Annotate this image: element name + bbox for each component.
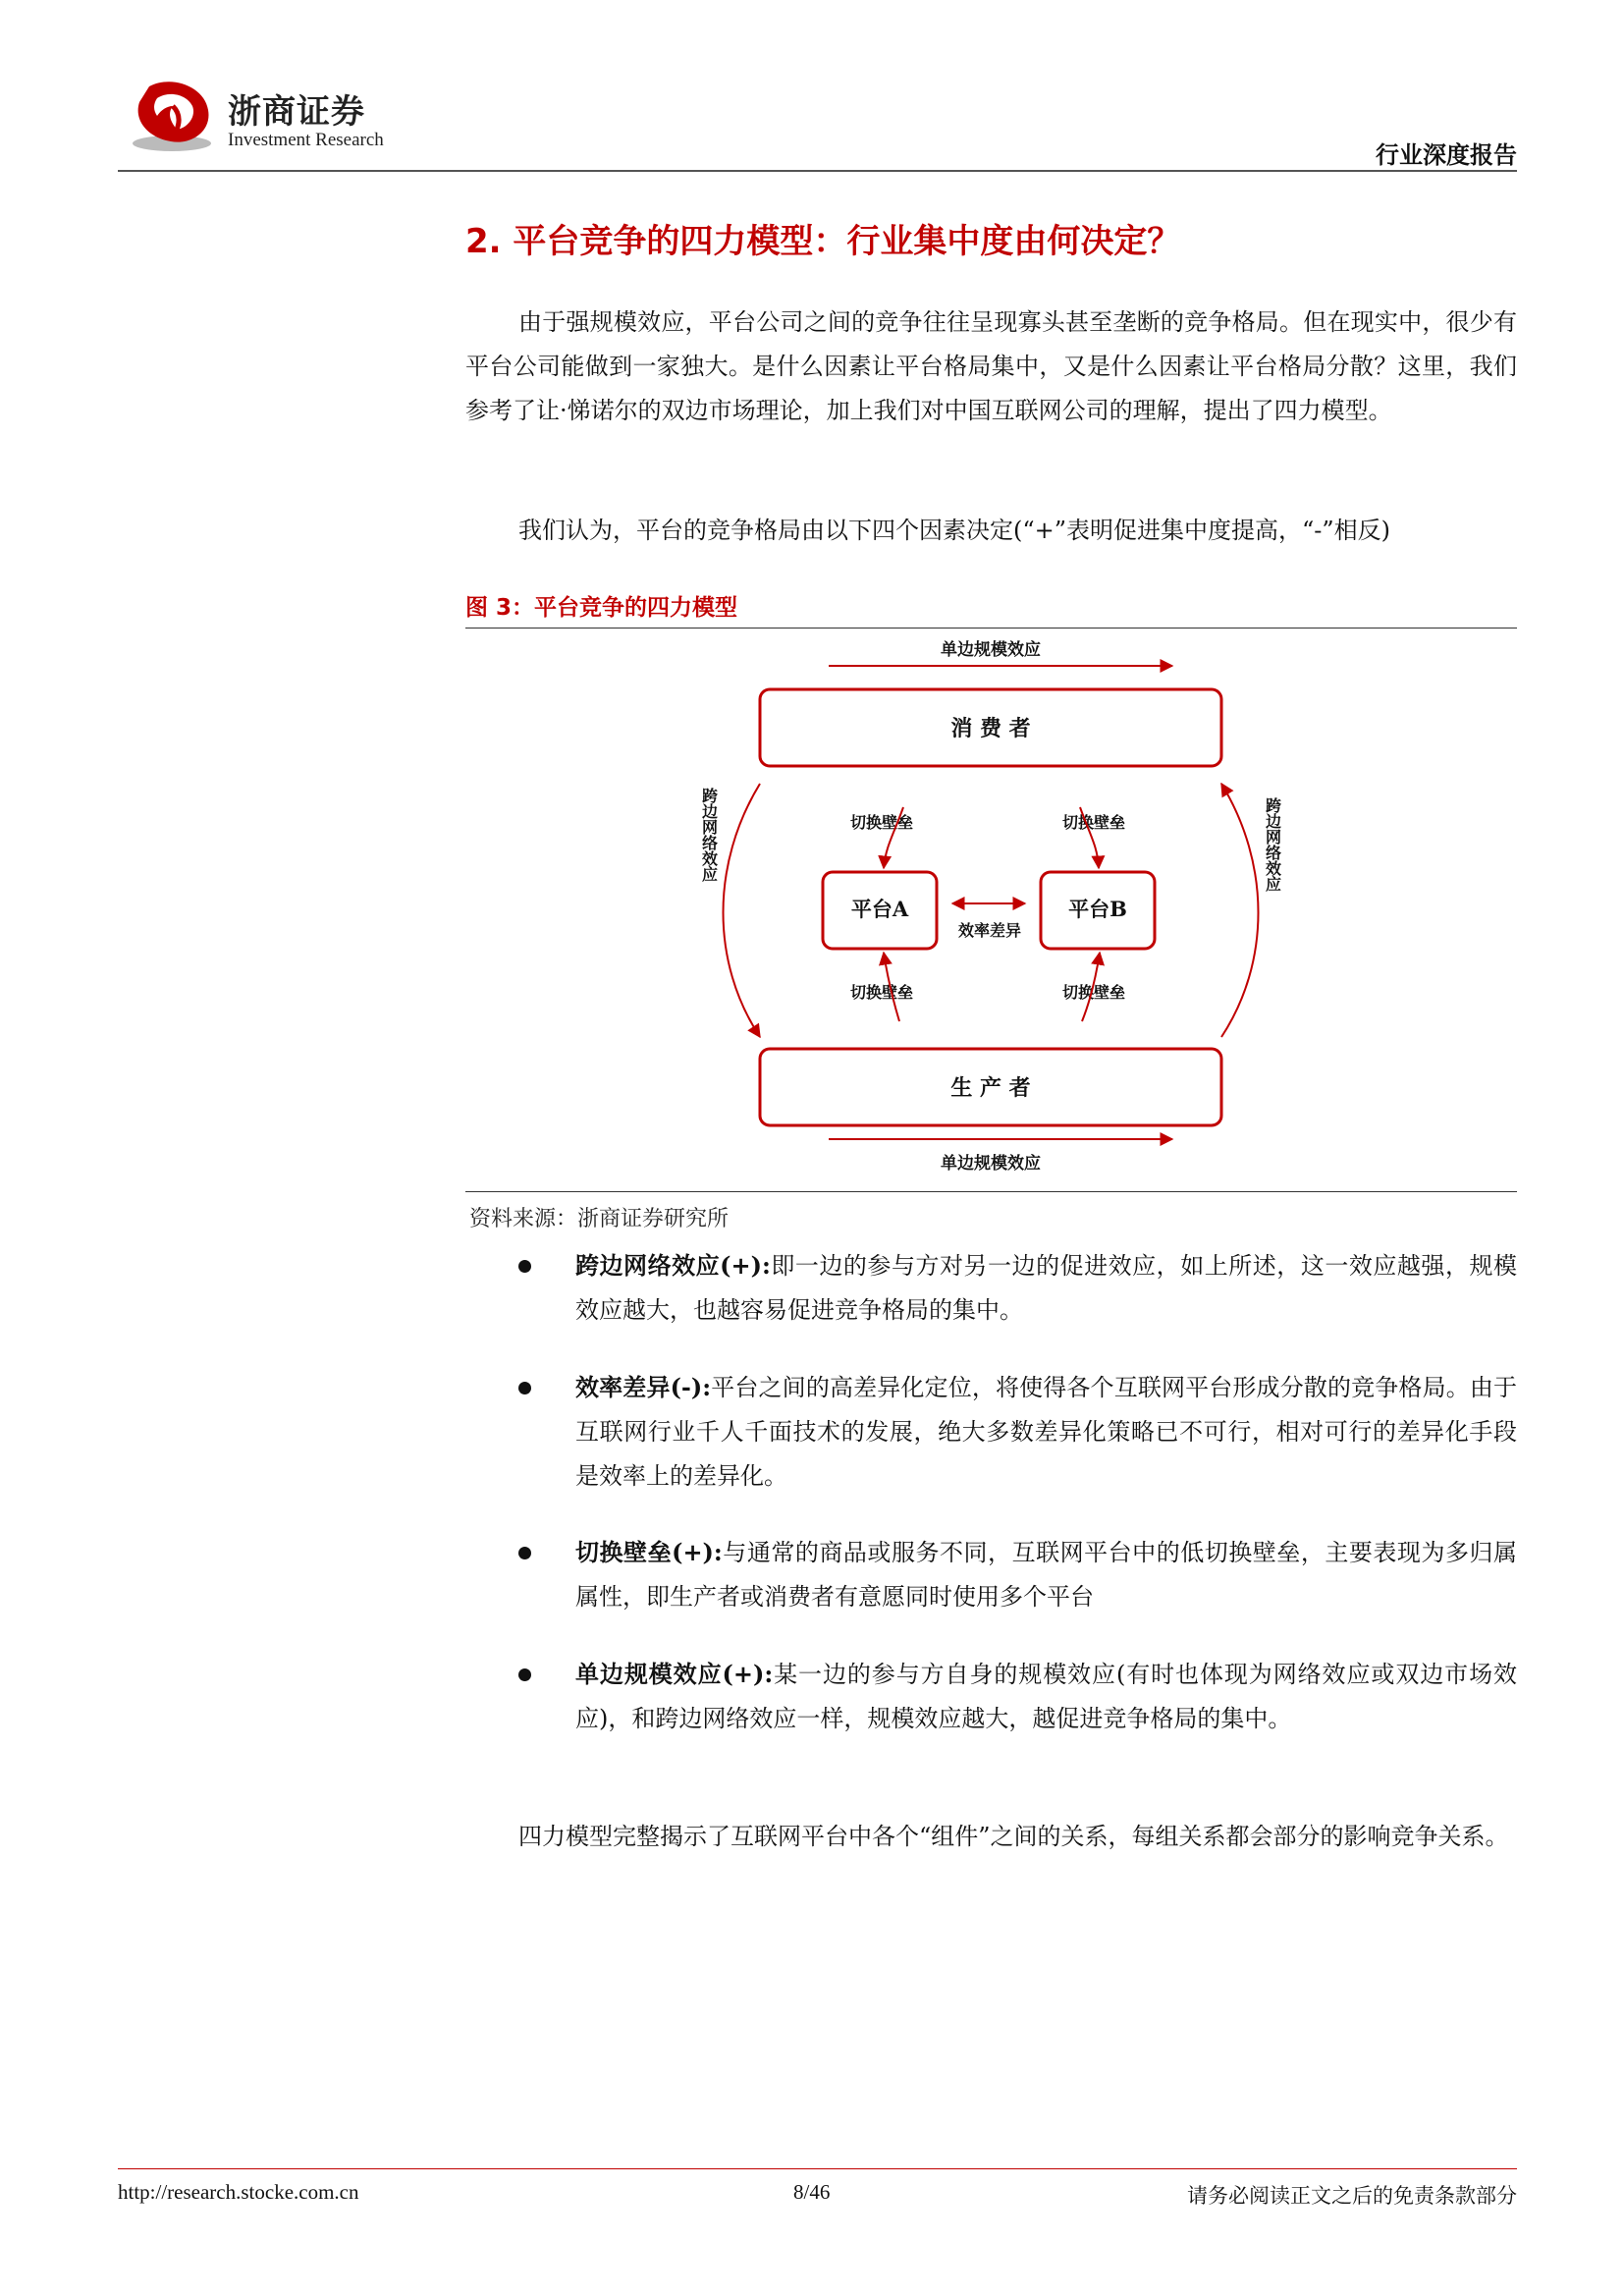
cross-network-right-label: 跨边网络效应 — [1263, 797, 1282, 892]
switch-barrier-tl-label: 切换壁垒 — [849, 813, 914, 832]
bullet-term: 效率差异(-): — [575, 1373, 712, 1401]
switch-barrier-tr-label: 切换壁垒 — [1061, 813, 1126, 832]
figure-bottom-rule — [465, 1191, 1517, 1192]
efficiency-label: 效率差异 — [957, 921, 1022, 940]
bullet-dot — [518, 1547, 531, 1559]
footer-divider — [118, 2168, 1517, 2169]
bullet-body: 与通常的商品或服务不同，互联网平台中的低切换壁垒，主要表现为多归属属性，即生产者或消费者有意愿同时使用多个平台 — [575, 1539, 1518, 1611]
footer-disclaimer: 请务必阅读正文之后的免责条款部分 — [1187, 2184, 1517, 2208]
header-divider — [118, 170, 1517, 172]
body-paragraph-2: 我们认为，平台的竞争格局由以下四个因素决定(“+”表明促进集中度提高，“-”相反) — [518, 517, 1391, 544]
cross-network-left-label: 跨边网络效应 — [699, 788, 719, 882]
bullet-term: 跨边网络效应(+): — [575, 1251, 771, 1280]
page-number: 8/46 — [793, 2180, 831, 2204]
bullet-text — [575, 1652, 1517, 1741]
body-paragraph-1: 由于强规模效应，平台公司之间的竞争往往呈现寡头甚至垄断的竞争格局。但在现实中，很少有平台公司能做到一家独大。是什么因素让平台格局集中，又是什么因素让平台格局分散？这里，我们参考了让·悌诺尔的双边市场理论，加上我们对中国互联网公司的理解，提出了四力模型。 — [465, 308, 1517, 424]
bullet-term: 切换壁垒(+): — [575, 1538, 723, 1566]
bullet-dot — [518, 1260, 531, 1273]
cross-network-left-arrow — [724, 784, 761, 1037]
top-scale-label: 单边规模效应 — [941, 640, 1041, 660]
bullet-body: 平台之间的高差异化定位，将使得各个互联网平台形成分散的竞争格局。由于互联网行业千人千面技术的发展，绝大多数差异化策略已不可行，相对可行的差异化手段是效率上的差异化。 — [575, 1374, 1517, 1490]
company-name-en: Investment Research — [228, 130, 384, 150]
section-title: 2. 平台竞争的四力模型：行业集中度由何决定？ — [465, 222, 1181, 261]
platform-b-label: 平台B — [1068, 897, 1127, 921]
switch-barrier-br-label: 切换壁垒 — [1061, 983, 1126, 1002]
figure-caption: 图 3：平台竞争的四力模型 — [465, 595, 738, 621]
four-force-model-diagram — [465, 629, 1517, 1193]
figure-source: 资料来源：浙商证券研究所 — [469, 1207, 730, 1231]
bullet-text — [575, 1530, 1517, 1619]
switch-barrier-bl-label: 切换壁垒 — [849, 983, 914, 1002]
bottom-scale-label: 单边规模效应 — [941, 1154, 1041, 1174]
footer-url-link[interactable]: http://research.stocke.com.cn — [118, 2180, 359, 2204]
company-logo — [128, 77, 216, 153]
bullet-dot — [518, 1382, 531, 1394]
bullet-text — [575, 1365, 1517, 1499]
producer-label: 生 产 者 — [950, 1075, 1031, 1101]
bullet-body: 某一边的参与方自身的规模效应(有时也体现为网络效应或双边市场效应)，和跨边网络效应一样，规模效应越大，越促进竞争格局的集中。 — [575, 1661, 1517, 1732]
bullet-text — [575, 1243, 1517, 1333]
bullet-term: 单边规模效应(+): — [575, 1660, 774, 1688]
consumer-label: 消 费 者 — [950, 716, 1031, 741]
platform-a-label: 平台A — [850, 897, 909, 921]
company-name-cn: 浙商证券 — [228, 92, 365, 132]
cross-network-right-arrow — [1221, 784, 1259, 1037]
report-type: 行业深度报告 — [1376, 141, 1517, 169]
body-paragraph-3: 四力模型完整揭示了互联网平台中各个“组件”之间的关系，每组关系都会部分的影响竞争关系。 — [518, 1823, 1509, 1850]
bullet-body: 即一边的参与方对另一边的促进效应，如上所述，这一效应越强，规模效应越大，也越容易促进竞争格局的集中。 — [575, 1252, 1517, 1324]
bullet-dot — [518, 1668, 531, 1681]
